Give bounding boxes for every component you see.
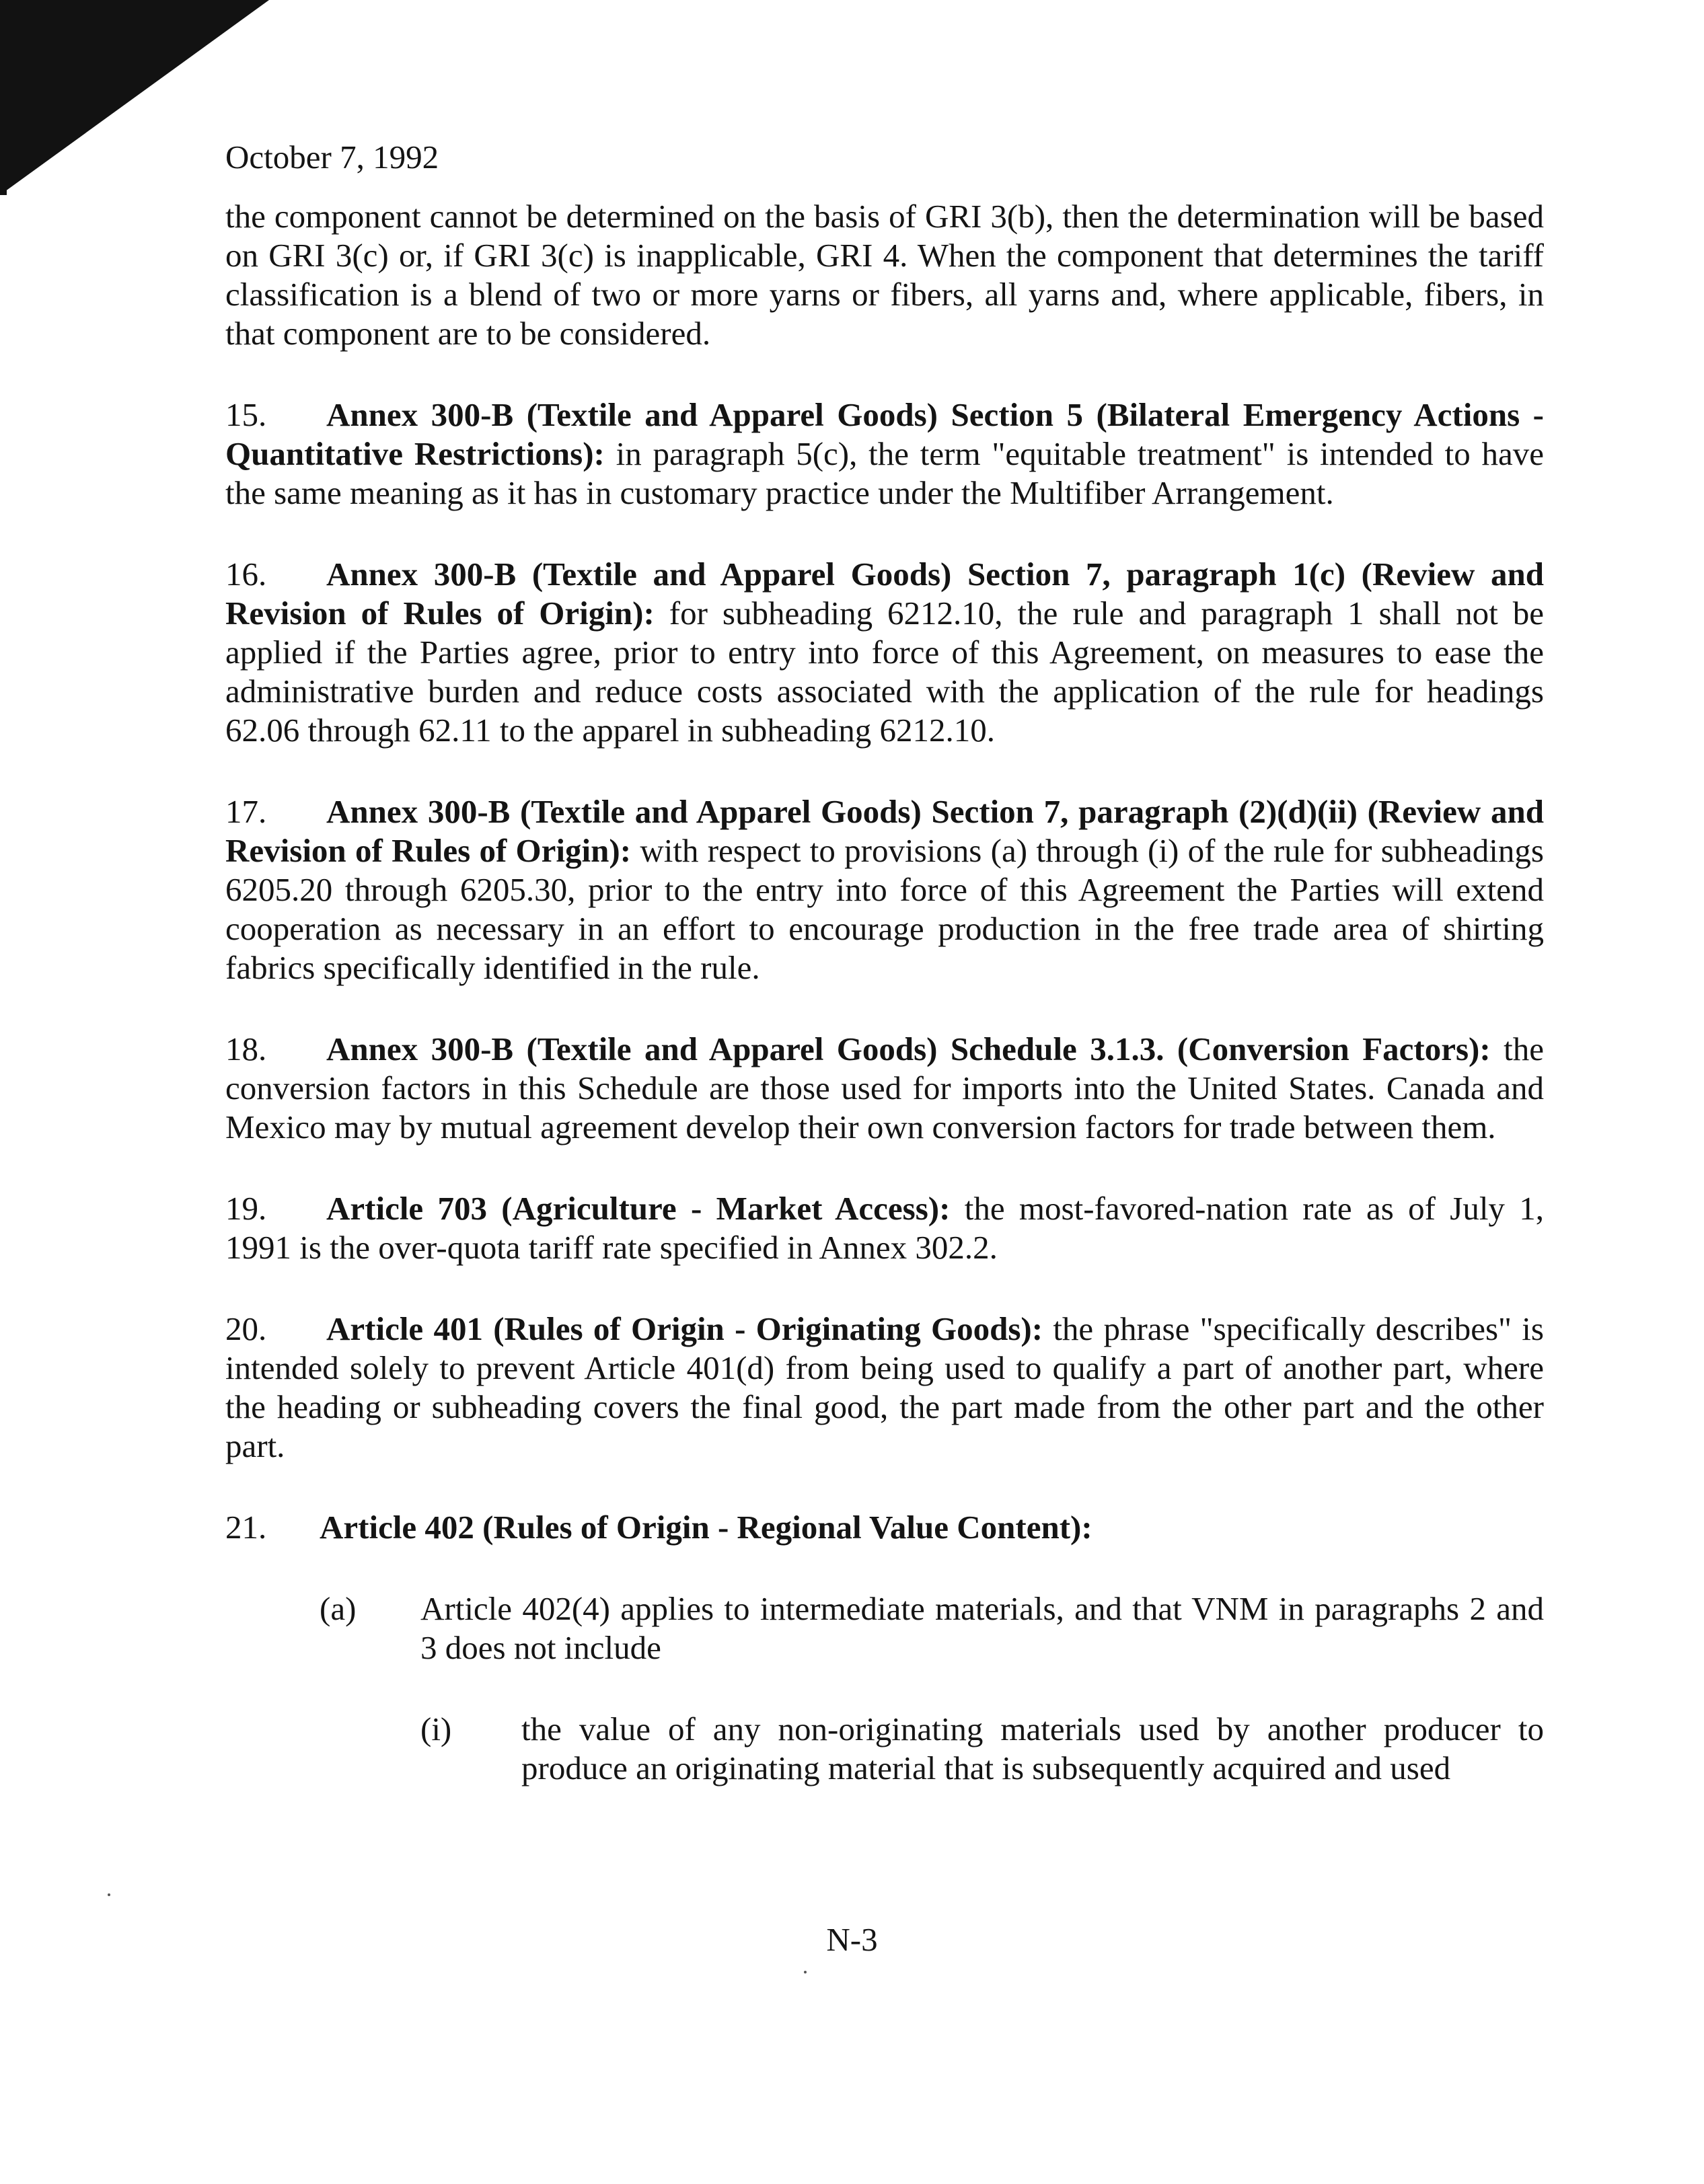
clause-17 bbox=[225, 792, 1544, 987]
clause-number: 17. bbox=[225, 793, 267, 830]
clause-number: 20. bbox=[225, 1310, 267, 1347]
clause-number: 19. bbox=[225, 1190, 267, 1227]
clause-number: 16. bbox=[225, 556, 267, 593]
clause-20 bbox=[225, 1310, 1544, 1466]
subclause-label: (a) bbox=[320, 1590, 357, 1627]
clause-21 bbox=[225, 1508, 1544, 1547]
scan-speck bbox=[108, 1893, 110, 1896]
clause-text: for subheading 6212.10, the rule and paragraph 1 shall not be applied if the Parties agree, prior to entry into force of this Agreement, on measures to ease the administrative burden and reduce costs associated with the application of the rule for headings 62.06 through 62.11 to the apparel in subheading 6212.10. bbox=[225, 595, 1544, 749]
clause-heading: Annex 300-B (Textile and Apparel Goods) Section 5 (Bilateral Emergency Actions - Quantitative Restrictions): bbox=[225, 396, 1544, 472]
clause-heading: Article 703 (Agriculture - Market Access): bbox=[326, 1190, 951, 1227]
subclause-text: Article 402(4) applies to intermediate materials, and that VNM in paragraphs 2 and 3 does not include bbox=[420, 1590, 1544, 1666]
clause-heading: Article 402 (Rules of Origin - Regional Value Content): bbox=[320, 1509, 1092, 1546]
clause-heading: Article 401 (Rules of Origin - Originating Goods): bbox=[326, 1310, 1043, 1347]
document-page bbox=[225, 138, 1544, 1830]
intro-paragraph: the component cannot be determined on the basis of GRI 3(b), then the determination will be based on GRI 3(c) or, if GRI 3(c) is inapplicable, GRI 4. When the component that determines the tariff classification is a blend of two or more yarns or fibers, all yarns and, where applicable, fibers, in that component are to be considered. bbox=[225, 198, 1544, 352]
scan-edge-shadow bbox=[0, 0, 7, 195]
clause-number: 15. bbox=[225, 396, 267, 433]
clause-19 bbox=[225, 1189, 1544, 1267]
clause-heading: Annex 300-B (Textile and Apparel Goods) Schedule 3.1.3. (Conversion Factors): bbox=[326, 1030, 1491, 1067]
subclause-text: the value of any non-originating materials used by another producer to produce an originating material that is subsequently acquired and used bbox=[521, 1710, 1544, 1786]
clause-heading: Annex 300-B (Textile and Apparel Goods) Section 7, paragraph (2)(d)(ii) (Review and Revision of Rules of Origin): bbox=[225, 793, 1544, 869]
clause-16 bbox=[225, 555, 1544, 750]
page-number: N-3 bbox=[826, 1921, 878, 1958]
clause-text: the most-favored-nation rate as of July 1, 1991 is the over-quota tariff rate specified in Annex 302.2. bbox=[225, 1190, 1544, 1266]
subclause-label: (i) bbox=[420, 1710, 452, 1747]
clause-heading: Annex 300-B (Textile and Apparel Goods) Section 7, paragraph 1(c) (Review and Revision of Rules of Origin): bbox=[225, 556, 1544, 632]
clause-number: 21. bbox=[225, 1509, 267, 1546]
clause-text: with respect to provisions (a) through (i) of the rule for subheadings 6205.20 through 6205.30, prior to the entry into force of this Agreement the Parties will extend cooperation as necessary in an effort to encourage production in the free trade area of shirting fabrics specifically identified in the rule. bbox=[225, 832, 1544, 986]
clause-text: the phrase "specifically describes" is intended solely to prevent Article 401(d) from being used to qualify a part of another part, where the heading or subheading covers the final good, the part made from the other part and the other part. bbox=[225, 1310, 1544, 1464]
clause-15 bbox=[225, 396, 1544, 513]
clause-number: 18. bbox=[225, 1030, 267, 1067]
clause-18 bbox=[225, 1030, 1544, 1147]
subclause-i bbox=[420, 1710, 1544, 1788]
clause-text: the conversion factors in this Schedule are those used for imports into the United States. Canada and Mexico may by mutual agreement develop their own conversion factors for trade between them. bbox=[225, 1030, 1544, 1145]
document-date: October 7, 1992 bbox=[225, 139, 439, 176]
subclause-a bbox=[320, 1589, 1544, 1667]
scan-speck bbox=[804, 1971, 807, 1973]
clause-text: in paragraph 5(c), the term "equitable treatment" is intended to have the same meaning as it has in customary practice under the Multifiber Arrangement. bbox=[225, 435, 1544, 511]
